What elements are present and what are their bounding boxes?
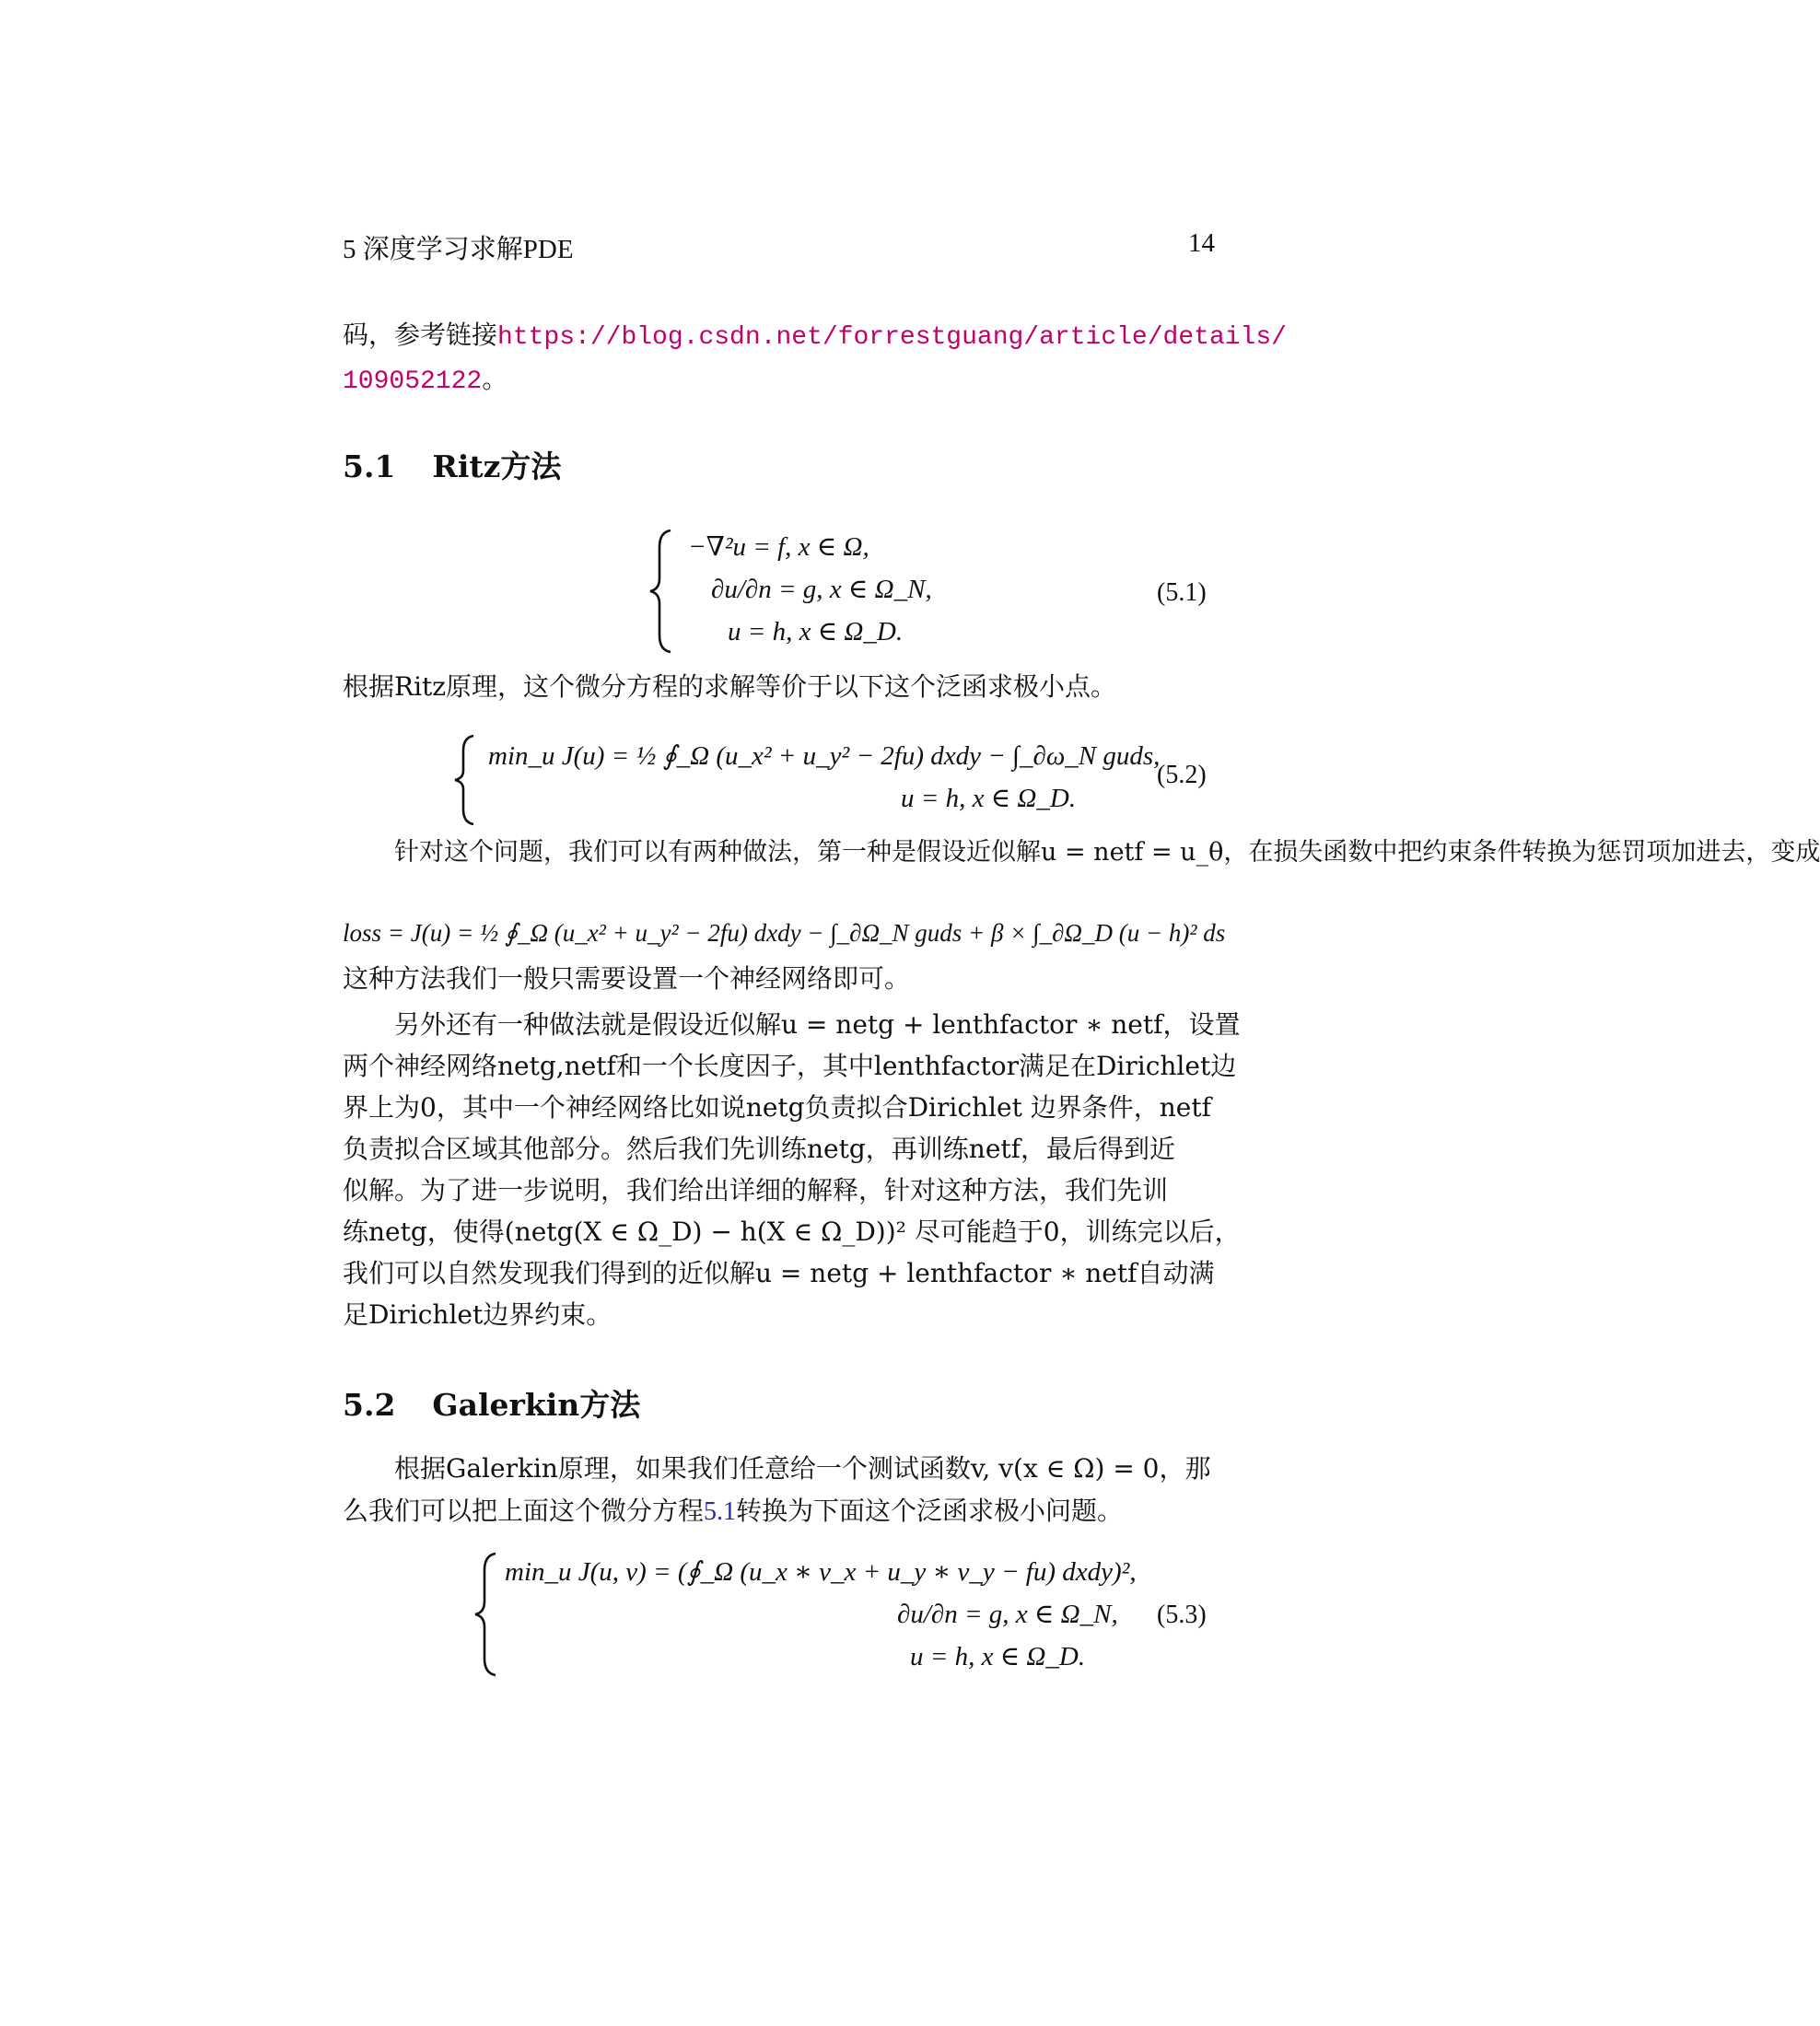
intro-line-1 (343, 314, 1287, 359)
equation-number: (5.1) (1157, 578, 1207, 607)
intro-prefix: 码，参考链接 (343, 320, 498, 350)
intro-line-2 (343, 358, 508, 403)
paragraph-method-two-line-6: 练netg，使得(netg(X ∈ Ω_D) − h(X ∈ Ω_D))² 尽可能趋于0，训练完以后， (343, 1217, 1241, 1247)
paragraph-method-one-line-1: 针对这个问题，我们可以有两种做法，第一种是假设近似解u = netf = u_θ，在损失函数中把约束条件转换为惩罚项加进去，变成 (394, 838, 1820, 867)
paragraph-galerkin-line-1: 根据Galerkin原理，如果我们任意给一个测试函数v, v(x ∈ Ω) = 0，那 (394, 1453, 1211, 1484)
page-number: 14 (1188, 228, 1215, 258)
equation-number: (5.2) (1157, 761, 1207, 789)
equation-ref-link[interactable]: 5.1 (704, 1497, 737, 1526)
eq-5-2-line-2: u = h, x ∈ Ω_D. (901, 784, 1077, 813)
left-brace-icon (647, 527, 676, 656)
intro-suffix: 。 (482, 364, 508, 394)
eq-5-3-line-3: u = h, x ∈ Ω_D. (910, 1642, 1086, 1671)
paragraph-method-two-line-7: 我们可以自然发现我们得到的近似解u = netg + lenthfactor ∗ netf自动满 (343, 1258, 1215, 1288)
section-number: 5.2 (343, 1387, 396, 1423)
section-title: Ritz方法 (432, 448, 562, 484)
paragraph-method-two-line-5: 似解。为了进一步说明，我们给出详细的解释，针对这种方法，我们先训 (343, 1175, 1169, 1205)
left-brace-icon (451, 732, 479, 828)
reference-link-continued[interactable]: 109052122 (343, 367, 483, 396)
paragraph-method-one-line-2: loss = J(u) = ½ ∮_Ω (u_x² + u_y² − 2fu) dxdy − ∫_∂Ω_N guds + β × ∫_∂Ω_D (u − h)² ds (343, 919, 1226, 947)
chapter-title: 5 深度学习求解PDE (343, 235, 574, 264)
section-title: Galerkin方法 (432, 1387, 641, 1423)
eq-5-2-line-1-text: min_u J(u) = ½ ∮_Ω (u_x² + u_y² − 2fu) dxdy − ∫_∂ω_N guds, (488, 741, 1161, 771)
paragraph-method-one-line-3: 这种方法我们一般只需要设置一个神经网络即可。 (343, 963, 911, 994)
reference-link[interactable]: https://blog.csdn.net/forrestguang/article/details/ (497, 323, 1287, 352)
paragraph-ritz-principle: 根据Ritz原理，这个微分方程的求解等价于以下这个泛函求极小点。 (343, 671, 1117, 702)
left-brace-icon (472, 1550, 501, 1679)
galerkin-text-suffix: 转换为下面这个泛函求极小问题。 (736, 1496, 1124, 1526)
section-heading-5-2 (343, 1381, 640, 1425)
equation-number: (5.3) (1157, 1601, 1207, 1629)
eq-5-3-line-1: min_u J(u, v) = (∮_Ω (u_x ∗ v_x + u_y ∗ v_y − fu) dxdy)², (505, 1557, 1137, 1587)
paragraph-method-two-line-3: 界上为0，其中一个神经网络比如说netg负责拟合Dirichlet 边界条件，netf (343, 1092, 1211, 1123)
paragraph-method-two-line-4: 负责拟合区域其他部分。然后我们先训练netg，再训练netf，最后得到近 (343, 1134, 1176, 1164)
eq-5-1-line-1: −∇²u = f, x ∈ Ω, (688, 532, 869, 562)
eq-5-1-line-2: ∂u/∂n = g, x ∈ Ω_N, (711, 575, 932, 604)
eq-5-3-line-2: ∂u/∂n = g, x ∈ Ω_N, (897, 1600, 1118, 1629)
section-number: 5.1 (343, 448, 396, 484)
paragraph-galerkin-line-2 (343, 1490, 1123, 1533)
eq-5-1-line-3: u = h, x ∈ Ω_D. (728, 617, 904, 646)
section-heading-5-1 (343, 443, 561, 486)
running-header (343, 228, 574, 266)
paragraph-method-two-line-2: 两个神经网络netg,netf和一个长度因子，其中lenthfactor满足在Dirichlet边 (343, 1051, 1237, 1081)
galerkin-text-prefix: 么我们可以把上面这个微分方程 (343, 1496, 705, 1526)
paragraph-method-two-line-1: 另外还有一种做法就是假设近似解u = netg + lenthfactor ∗ netf，设置 (394, 1009, 1241, 1040)
paragraph-method-two-line-8: 足Dirichlet边界约束。 (343, 1299, 612, 1330)
